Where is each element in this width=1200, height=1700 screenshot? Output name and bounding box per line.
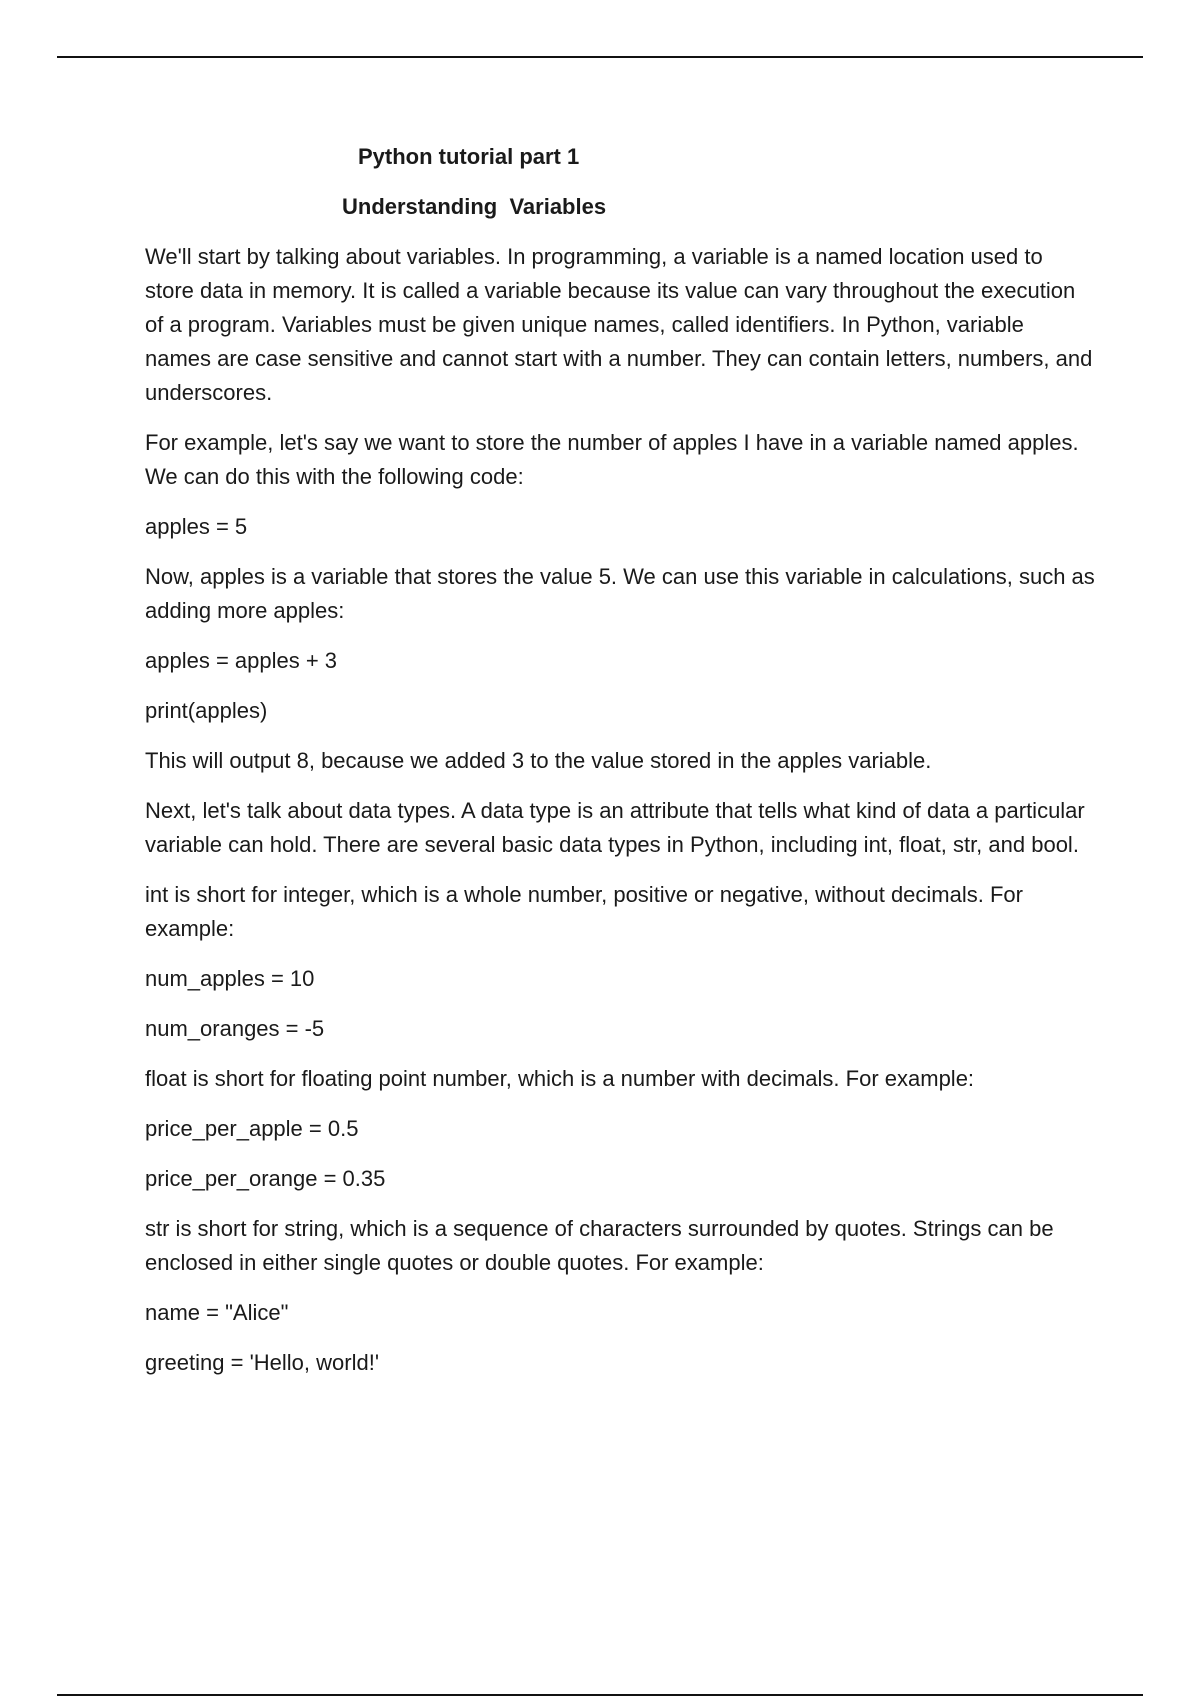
document-title: Python tutorial part 1 — [358, 144, 580, 169]
code-line: num_apples = 10 — [145, 966, 315, 991]
code-line: greeting = 'Hello, world!' — [145, 1350, 380, 1375]
code-line: price_per_orange = 0.35 — [145, 1166, 386, 1191]
code-line: apples = 5 — [145, 514, 248, 539]
paragraph-output: This will output 8, because we added 3 to the value stored in the apples variable. — [145, 748, 932, 773]
code-line: num_oranges = -5 — [145, 1016, 325, 1041]
paragraph-float: float is short for floating point number, which is a number with decimals. For example: — [145, 1066, 975, 1091]
code-line: name = "Alice" — [145, 1300, 289, 1325]
header-rule — [57, 56, 1143, 58]
paragraph-str: str is short for string, which is a sequence of characters surrounded by quotes. Strings can be enclosed in either single quotes or double quotes. For example: — [145, 1216, 1054, 1275]
footer-rule — [57, 1694, 1143, 1696]
paragraph-data-types: Next, let's talk about data types. A data type is an attribute that tells what kind of data a particular variable can hold. There are several basic data types in Python, including int, float, str, and bool. — [145, 798, 1085, 857]
code-line: apples = apples + 3 — [145, 648, 338, 673]
code-line: price_per_apple = 0.5 — [145, 1116, 359, 1141]
paragraph-variables-intro: We'll start by talking about variables. In programming, a variable is a named location used to store data in memory. It is called a variable because its value can vary throughout the execution of a program. Variables must be given unique names, called identifiers. In Python, variable names are case sensitive and cannot start with a number. They can contain letters, numbers, and underscores. — [145, 244, 1093, 405]
code-line: print(apples) — [145, 698, 268, 723]
paragraph-apples-explained: Now, apples is a variable that stores the value 5. We can use this variable in calculations, such as adding more apples: — [145, 564, 1095, 623]
paragraph-apples-example: For example, let's say we want to store the number of apples I have in a variable named apples. We can do this with the following code: — [145, 430, 1079, 489]
document-subtitle: Understanding Variables — [342, 194, 607, 219]
paragraph-int: int is short for integer, which is a whole number, positive or negative, without decimals. For example: — [145, 882, 1023, 941]
document-body — [145, 140, 1095, 1396]
